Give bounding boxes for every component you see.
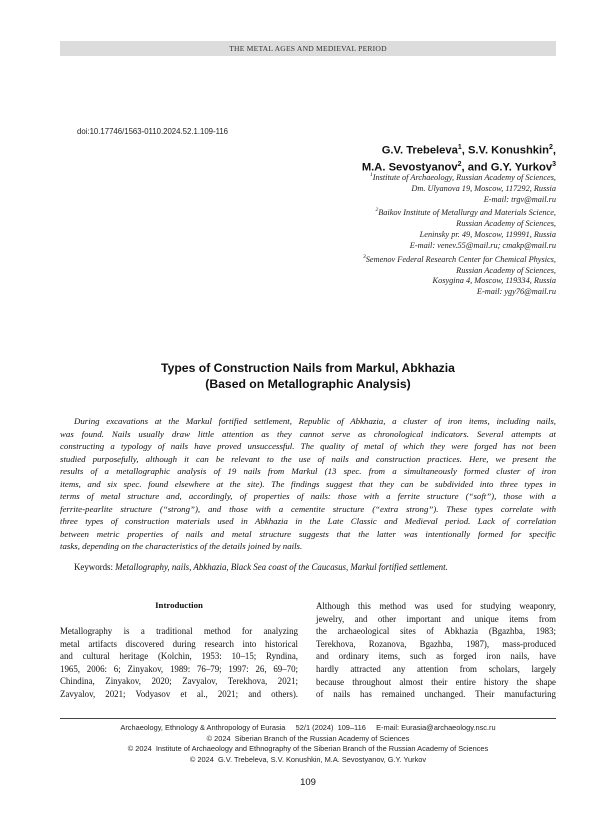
body-text-line: and ordinary items, such as forged iron nails, have	[316, 651, 556, 662]
affiliation-text: Institute of Archaeology, Russian Academy of Sciences,	[372, 172, 556, 182]
author-name: G.Y. Yurkov	[490, 161, 553, 174]
author-affil-marker: 2	[457, 160, 462, 168]
article-title	[60, 360, 556, 392]
affiliation-text: Baikov Institute of Metallurgy and Materials Science,	[378, 208, 556, 218]
title-subtitle: (Based on Metallographic Analysis)	[205, 377, 411, 391]
abstract-line: results of a metallographic analysis of 19 nails from Markul (13 spec. from a simultaneously formed cluster of iron	[60, 466, 556, 477]
affiliation-line	[363, 184, 556, 195]
abstract-line: tasks, depending on the characteristics of the details joined by nails.	[60, 541, 303, 552]
author-name: M.A. Sevostyanov	[361, 161, 458, 174]
affiliation-line	[363, 266, 556, 277]
body-text-line: Chindina, Zinyakov, 2020; Zavyalov, Terekhova, 2021;	[60, 676, 298, 687]
abstract-line: items, and six spec. found elsewhere at the site). The findings suggest that they can be subdivided into three types in	[60, 478, 556, 489]
affiliation-text: Dm. Ulyanova 19, Moscow, 117292, Russia	[411, 183, 556, 193]
body-column-right	[316, 600, 556, 701]
body-column-left	[60, 625, 298, 701]
author-affil-marker: 2	[548, 144, 553, 151]
affiliation-marker: 1	[369, 172, 373, 178]
separator: , and	[461, 161, 491, 174]
affiliation-text: Kosygina 4, Moscow, 119334, Russia	[432, 276, 556, 286]
affiliation-marker: 3	[363, 253, 366, 260]
affiliation-text: Russian Academy of Sciences,	[456, 219, 556, 229]
affiliation-text: Leninsky pr. 49, Moscow, 119991, Russia	[419, 230, 556, 240]
section-heading-introduction: Introduction	[155, 600, 203, 610]
running-header	[60, 41, 556, 56]
affiliation-line	[363, 170, 556, 184]
author-name: G.V. Trebeleva	[381, 144, 458, 157]
author-affil-marker: 3	[552, 160, 556, 168]
footer	[60, 723, 556, 765]
affiliation-text: Russian Academy of Sciences,	[456, 265, 556, 275]
affiliation-line	[363, 205, 556, 219]
affiliation-text: Semenov Federal Research Center for Chemical Physics,	[365, 254, 556, 264]
keywords-label: Keywords:	[74, 562, 116, 572]
abstract-line: ferrite-pearlite structure (“strong”), and those with a cementite structure (“extra strong”). These types correlate with	[60, 503, 556, 514]
footer-line: © 2024 Institute of Archaeology and Ethnography of the Siberian Branch of the Russian Academy of Sciences	[127, 744, 489, 754]
affiliation-line	[363, 195, 556, 206]
body-text-line: hardly attracted any attention from scholars, largely	[316, 663, 556, 674]
affiliation-line	[363, 287, 556, 298]
separator: ,	[552, 144, 556, 157]
body-text-line: and cultural heritage (Kolchin, 1953: 10–15; Ryndina,	[60, 651, 298, 662]
body-text-line: metal artifacts discovered during research into historical	[60, 638, 298, 649]
abstract-line: During excavations at the Markul fortified settlement, Republic of Abkhazia, a cluster of iron items, including nails,	[74, 416, 556, 426]
body-text-line: the archaeological sites of Abkhazia (Bgazhba, 1983;	[316, 626, 556, 637]
footer-divider	[60, 718, 556, 719]
author-name: S.V. Konushkin	[467, 144, 549, 157]
footer-line: © 2024 G.V. Trebeleva, S.V. Konushkin, M.A. Sevostyanov, G.Y. Yurkov	[189, 754, 427, 764]
abstract-line: constructing a typology of nails have proved unsuccessful. The quality of metal of which they were forged has not been	[60, 441, 556, 452]
affiliation-text: E-mail: venev.55@mail.ru; cmakp@mail.ru	[409, 240, 556, 250]
affiliation-line	[363, 276, 556, 287]
footer-line: © 2024 Siberian Branch of the Russian Academy of Sciences	[206, 733, 410, 743]
authors-line-1	[362, 141, 556, 158]
abstract-line: between metric properties of nails and metal structure suggests that the latter was intentionally formed for specific	[60, 528, 556, 539]
body-text-line: jewelry, and other important and unique items from	[316, 613, 556, 624]
abstract-line: studied purposefully, although it can be relevant to the use of nails and construction practices. Here, we present the	[60, 453, 556, 464]
footer-line: Archaeology, Ethnology & Anthropology of Eurasia 52/1 (2024) 109–116 E-mail: Eurasia@archaeology.nsc.ru	[120, 723, 496, 732]
affiliation-text: E-mail: trgv@mail.ru	[483, 194, 556, 204]
page-number: 109	[300, 777, 316, 788]
affiliation-marker: 2	[375, 207, 379, 214]
abstract-line: was found. Nails usually draw little attention as they cannot serve as chronological indicators. Several attempts at	[60, 428, 556, 439]
affiliation-line	[363, 219, 556, 230]
affiliations	[363, 170, 556, 298]
body-text-line: of nails has remained unchanged. Their manufacturing	[316, 689, 556, 700]
affiliation-line	[363, 230, 556, 241]
abstract-line: three types of construction materials used in Abkhazia in the Late Classic and Medieval period. Lack of correlation	[60, 516, 556, 527]
body-text-line: Zavyalov, 2021; Vodyasov et al., 2021; and others).	[60, 688, 298, 699]
affiliation-line	[363, 241, 556, 252]
doi: doi:10.17746/1563-0110.2024.52.1.109-116	[77, 127, 229, 136]
body-text-line: 1965, 2006: 6; Zinyakov, 1989: 76–79; 1997: 26, 69–70;	[60, 663, 298, 674]
author-affil-marker: 1	[457, 144, 462, 151]
affiliation-line	[363, 252, 556, 266]
body-text-line: because throughout almost their entire history the shape	[316, 676, 556, 687]
section-title: THE METAL AGES AND MEDIEVAL PERIOD	[229, 44, 387, 53]
affiliation-text: E-mail: ygy76@mail.ru	[476, 287, 556, 297]
body-text-line: Although this method was used for studying weaponry,	[316, 601, 556, 611]
body-text-line: Terekhova, Rozanova, Bgazhba, 1987), mass-produced	[316, 638, 556, 649]
abstract-line: terms of metal structure and, accordingly, of properties of nails: those with a ferrite structure (“soft”), those with a	[60, 491, 556, 502]
keywords-text: Metallography, nails, Abkhazia, Black Sea coast of the Caucasus, Markul fortified settlement.	[115, 562, 448, 572]
abstract	[60, 415, 556, 553]
separator: ,	[461, 144, 468, 157]
keywords	[74, 561, 448, 573]
body-text-line: Metallography is a traditional method for analyzing	[60, 626, 298, 636]
title-line: Types of Construction Nails from Markul, Abkhazia	[161, 361, 455, 375]
